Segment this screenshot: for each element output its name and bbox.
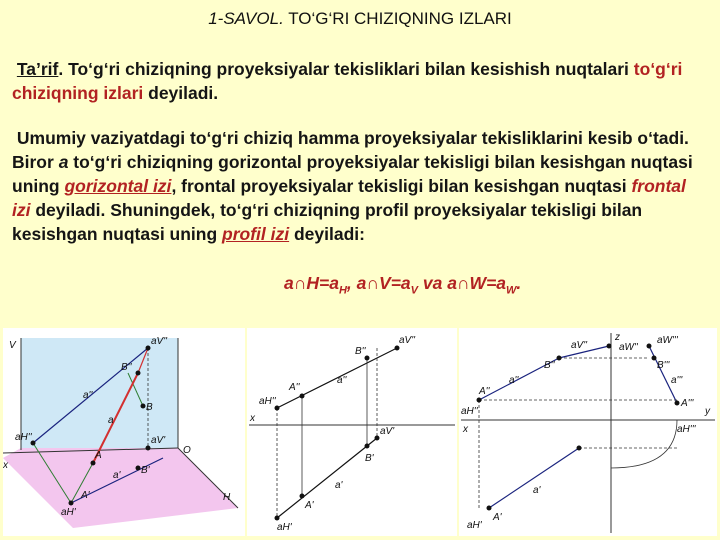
definition-end: deyiladi.	[143, 83, 219, 103]
svg-text:a': a'	[113, 470, 121, 481]
body-text-1: Umumiy vaziyatdagi to‘g‘ri chiziq hamma proyeksiyalar tekisliklarini kesib o‘tadi. Biror	[12, 128, 689, 172]
svg-text:x: x	[463, 424, 468, 435]
svg-text:A': A'	[305, 500, 314, 511]
diagram-3d-view	[3, 328, 245, 536]
line-a: a	[58, 152, 69, 172]
svg-text:aH'': aH''	[259, 396, 276, 407]
svg-text:aW''': aW'''	[657, 335, 678, 346]
svg-text:a'': a''	[509, 375, 519, 386]
svg-text:aV'': aV''	[571, 340, 588, 351]
svg-text:B': B'	[365, 453, 374, 464]
definition-term: Ta’rif	[16, 59, 59, 79]
body-text-4: deyiladi. Shuningdek, to‘g‘ri chiziqning profil proyeksiyalar tekisligi bilan kesishgan nuqtasi uning	[12, 200, 643, 244]
svg-text:V: V	[9, 340, 16, 351]
definition-text: . To‘g‘ri chiziqning proyeksiyalar tekisliklari bilan kesishish nuqtalari	[58, 59, 634, 79]
svg-text:O: O	[183, 445, 191, 456]
svg-text:B'': B''	[355, 346, 366, 357]
body-text-3: , frontal proyeksiyalar tekisligi bilan kesishgan nuqtasi	[171, 176, 632, 196]
definition-highlight: to‘g‘ri chiziqning izlari	[12, 59, 683, 103]
body-text-2: to‘g‘ri chiziqning gorizontal proyeksiyalar tekisligi bilan kesishgan nuqtasi uning	[12, 152, 693, 196]
diagram-epure	[247, 328, 457, 536]
svg-text:A: A	[95, 450, 102, 461]
traces-formula: $a\cap H=a_H$, $a\cap V=a_V$ va $a\cap W=a_W$.	[284, 273, 522, 297]
svg-text:a': a'	[533, 485, 541, 496]
svg-text:B'': B''	[121, 362, 132, 373]
svg-text:aH': aH'	[61, 507, 76, 518]
definition-paragraph	[12, 57, 702, 105]
svg-text:H: H	[223, 492, 231, 503]
svg-text:x: x	[250, 413, 255, 424]
svg-text:y: y	[705, 406, 710, 417]
svg-text:a': a'	[335, 480, 343, 491]
body-paragraph	[12, 126, 702, 246]
horizontal-trace-term: gorizontal izi	[64, 176, 172, 196]
svg-text:x: x	[3, 460, 8, 471]
svg-text:aW'': aW''	[619, 342, 638, 353]
svg-text:aH'': aH''	[461, 406, 478, 417]
svg-text:B: B	[146, 402, 153, 413]
frontal-trace-term: frontal izi	[12, 176, 686, 220]
svg-text:a: a	[108, 415, 114, 426]
svg-text:A': A'	[81, 490, 90, 501]
diagram-profile-epure	[459, 328, 717, 536]
svg-text:z: z	[615, 332, 620, 343]
svg-text:aV': aV'	[151, 435, 166, 446]
profile-trace-term: profil izi	[222, 224, 290, 244]
svg-text:aH'': aH''	[15, 432, 32, 443]
title-text: TO‘G‘RI CHIZIQNING IZLARI	[288, 9, 512, 28]
svg-text:a'': a''	[83, 390, 93, 401]
svg-text:A'': A''	[289, 382, 300, 393]
svg-text:B''': B'''	[657, 360, 670, 371]
svg-text:B'': B''	[544, 360, 555, 371]
svg-text:aH': aH'	[277, 522, 292, 533]
svg-text:A''': A'''	[681, 398, 694, 409]
svg-text:A': A'	[493, 512, 502, 523]
body-text-5: deyiladi:	[289, 224, 365, 244]
svg-text:aV': aV'	[380, 426, 395, 437]
question-label: 1-SAVOL.	[208, 9, 284, 28]
svg-text:B': B'	[141, 465, 150, 476]
svg-text:a''': a'''	[671, 375, 683, 386]
svg-text:aH': aH'	[467, 520, 482, 531]
svg-text:A'': A''	[479, 386, 490, 397]
svg-text:aV'': aV''	[399, 335, 416, 346]
slide-title	[0, 9, 720, 29]
svg-text:aH''': aH'''	[677, 424, 696, 435]
svg-text:a'': a''	[337, 375, 347, 386]
svg-text:aV'': aV''	[151, 336, 168, 347]
